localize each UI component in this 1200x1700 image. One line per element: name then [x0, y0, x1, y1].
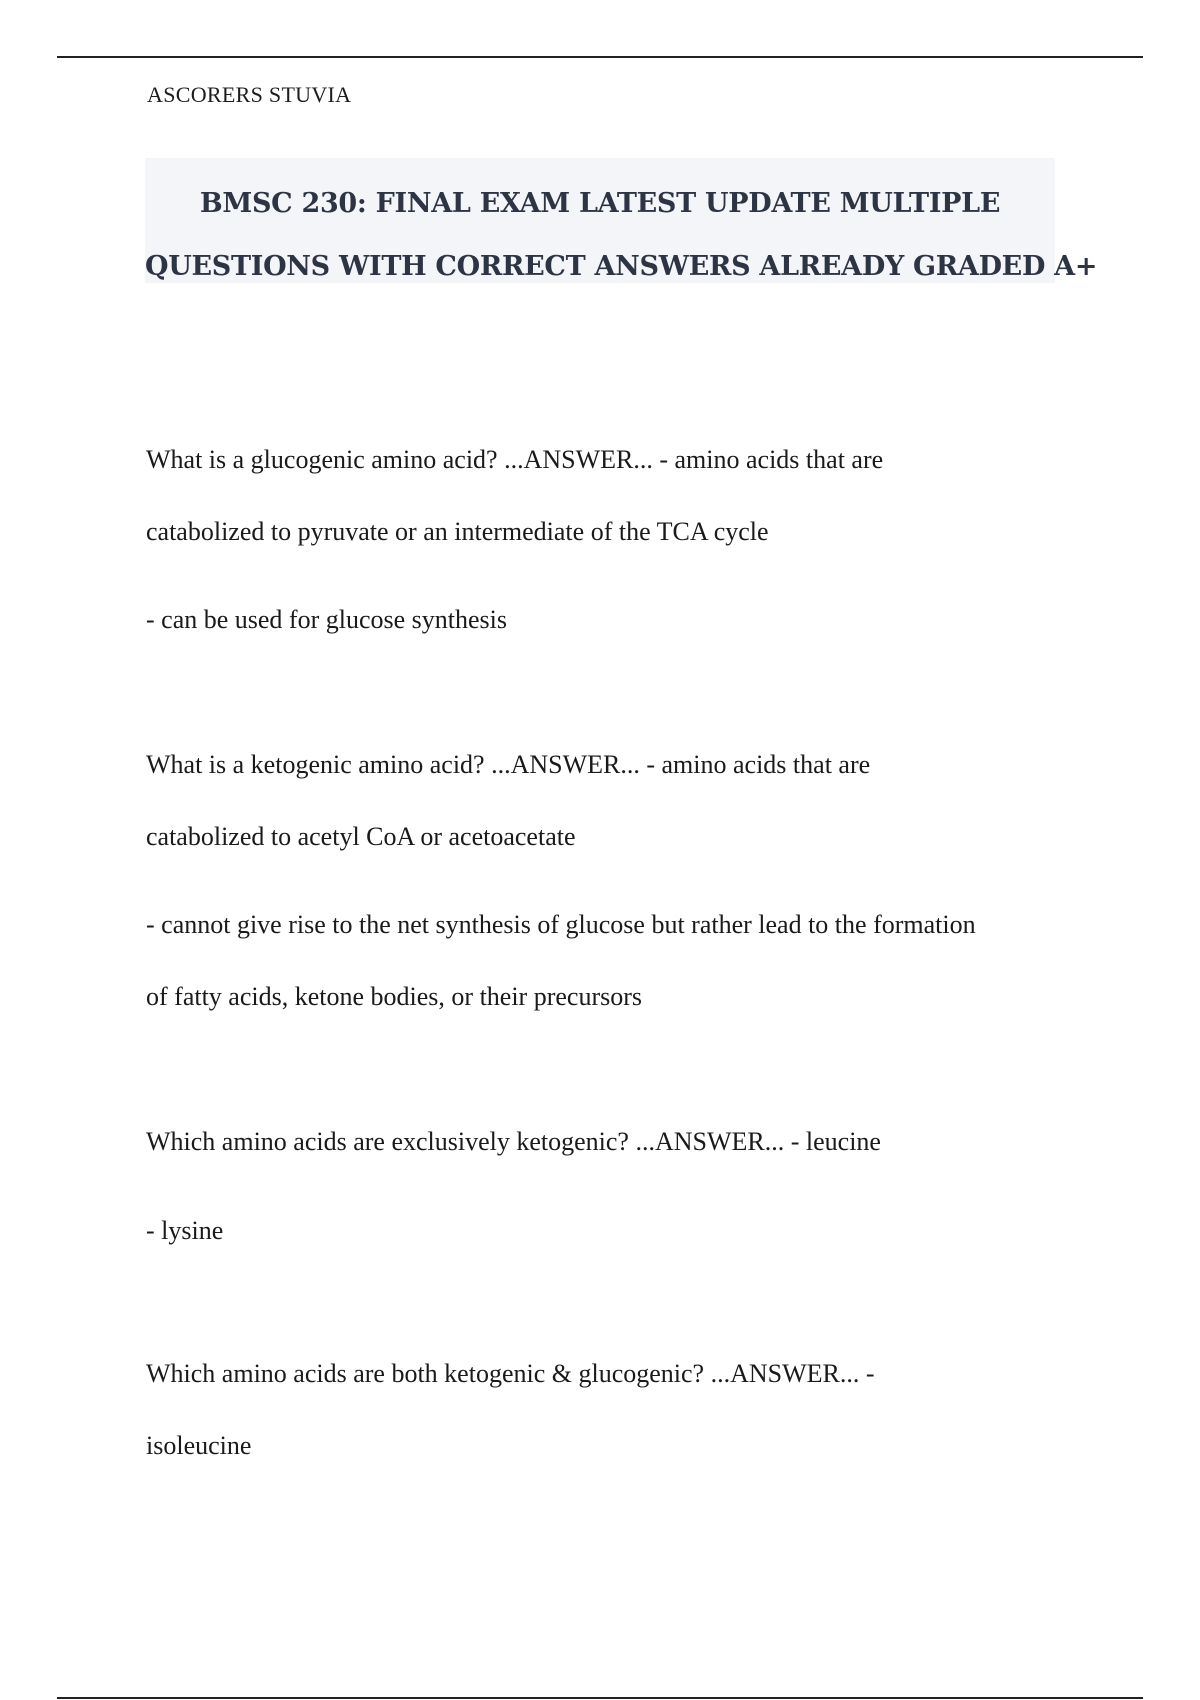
qa-block-3-note — [146, 1195, 223, 1267]
qa-block-1-note — [146, 584, 507, 656]
bottom-rule — [57, 1697, 1143, 1699]
qa-line: What is a glucogenic amino acid? ...ANSWER... - amino acids that are — [146, 445, 884, 474]
title-line-2: QUESTIONS WITH CORRECT ANSWERS ALREADY GRADED A+ — [145, 251, 1098, 282]
qa-line: catabolized to pyruvate or an intermediate of the TCA cycle — [146, 517, 769, 546]
qa-line: - cannot give rise to the net synthesis of glucose but rather lead to the formation — [146, 910, 976, 939]
qa-line: Which amino acids are both ketogenic & glucogenic? ...ANSWER... - — [146, 1359, 875, 1388]
title-banner — [145, 158, 1098, 283]
document-header: ASCORERS STUVIA — [147, 82, 352, 107]
qa-block-3 — [146, 1106, 881, 1178]
qa-block-4 — [146, 1338, 875, 1482]
qa-line: What is a ketogenic amino acid? ...ANSWER... - amino acids that are — [146, 750, 871, 779]
qa-line: catabolized to acetyl CoA or acetoacetate — [146, 822, 576, 851]
title-line-1: BMSC 230: FINAL EXAM LATEST UPDATE MULTIPLE — [199, 188, 1001, 219]
qa-block-2 — [146, 729, 870, 873]
qa-block-1 — [146, 424, 883, 568]
qa-line: - can be used for glucose synthesis — [146, 605, 508, 634]
qa-line: - lysine — [146, 1216, 224, 1245]
qa-line: of fatty acids, ketone bodies, or their precursors — [146, 982, 643, 1011]
top-rule — [57, 56, 1143, 58]
qa-line: isoleucine — [146, 1431, 252, 1460]
qa-line: Which amino acids are exclusively ketogenic? ...ANSWER... - leucine — [146, 1127, 881, 1156]
qa-block-2-note — [146, 889, 976, 1033]
